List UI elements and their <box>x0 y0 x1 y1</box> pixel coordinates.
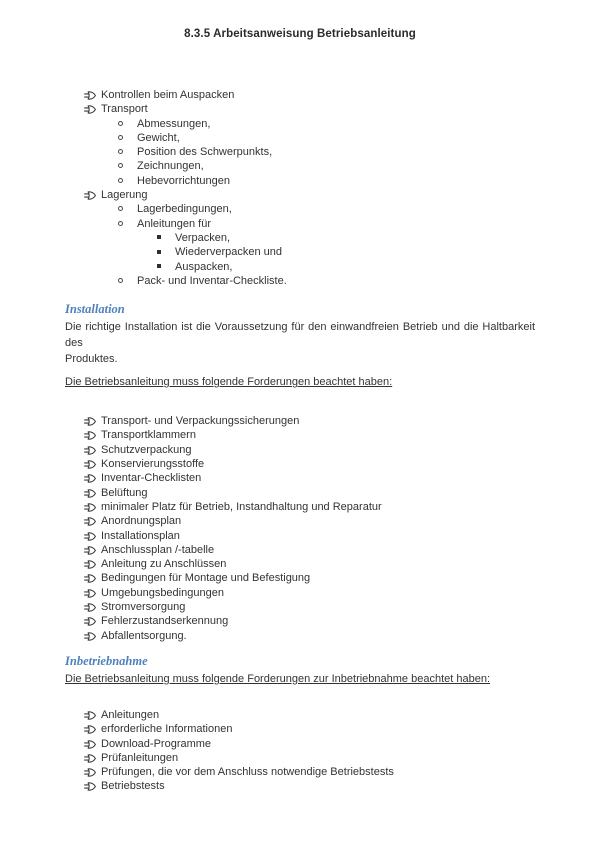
paragraph-line: Produktes. <box>65 353 118 366</box>
arrow-bullet-icon <box>84 91 101 100</box>
list-item-label: Pack- und Inventar-Checkliste. <box>137 274 287 287</box>
inbetriebnahme-requirement-line: Die Betriebsanleitung muss folgende Forderungen zur Inbetriebnahme beachtet haben: <box>65 672 490 685</box>
list-item-label: Bedingungen für Montage und Befestigung <box>101 572 311 585</box>
list-item <box>84 614 535 628</box>
arrow-bullet-icon <box>84 532 101 541</box>
list-item <box>118 159 535 173</box>
list-item-label: Abmessungen, <box>137 117 211 130</box>
installation-paragraph <box>65 319 535 367</box>
circle-bullet-icon <box>118 206 137 211</box>
arrow-bullet-icon <box>84 503 101 512</box>
arrow-bullet-icon <box>84 740 101 749</box>
list-item-label: Hebevorrichtungen <box>137 174 230 187</box>
list-item-label: Inventar-Checklisten <box>101 472 202 485</box>
list-item-label: Abfallentsorgung. <box>101 629 187 642</box>
list-item-label: Zeichnungen, <box>137 160 204 173</box>
list-item-label: Verpacken, <box>175 231 231 244</box>
arrow-bullet-icon <box>84 725 101 734</box>
list-item <box>118 117 535 131</box>
arrow-bullet-icon <box>84 105 101 114</box>
arrow-bullet-icon <box>84 546 101 555</box>
list-item <box>118 217 535 231</box>
list-item-label: Installationsplan <box>101 529 180 542</box>
paragraph-line: Die richtige Installation ist die Voraussetzung für den einwandfreien Betrieb und die Haltbarkeit des <box>65 321 535 350</box>
list-item <box>84 443 535 457</box>
list-item-label: Betriebstests <box>101 780 165 793</box>
inbetriebnahme-list <box>65 708 535 794</box>
list-item <box>84 722 535 736</box>
arrow-bullet-icon <box>84 474 101 483</box>
list-item-label: Umgebungsbedingungen <box>101 586 224 599</box>
list-item-label: Gewicht, <box>137 131 180 144</box>
list-item <box>118 274 535 288</box>
arrow-bullet-icon <box>84 460 101 469</box>
square-bullet-icon <box>157 250 175 254</box>
installation-list <box>65 414 535 643</box>
circle-bullet-icon <box>118 278 137 283</box>
section-unpacking-outline <box>65 88 535 288</box>
arrow-bullet-icon <box>84 489 101 498</box>
arrow-bullet-icon <box>84 782 101 791</box>
list-item-label: Anschlussplan /-tabelle <box>101 543 215 556</box>
list-item-label: Lagerbedingungen, <box>137 203 232 216</box>
list-item <box>84 471 535 485</box>
list-item <box>84 500 535 514</box>
list-item <box>84 102 535 116</box>
list-item-label: Anleitungen für <box>137 217 211 230</box>
arrow-bullet-icon <box>84 632 101 641</box>
circle-bullet-icon <box>118 163 137 168</box>
list-item-label: Fehlerzustandserkennung <box>101 615 229 628</box>
list-item-label: Transportklammern <box>101 429 196 442</box>
arrow-bullet-icon <box>84 754 101 763</box>
circle-bullet-icon <box>118 178 137 183</box>
list-item <box>157 245 535 259</box>
list-item-label: erforderliche Informationen <box>101 723 233 736</box>
list-item <box>84 514 535 528</box>
list-item <box>84 529 535 543</box>
list-item <box>84 428 535 442</box>
list-item-label: Konservierungsstoffe <box>101 458 205 471</box>
list-item <box>157 260 535 274</box>
circle-bullet-icon <box>118 135 137 140</box>
arrow-bullet-icon <box>84 617 101 626</box>
arrow-bullet-icon <box>84 711 101 720</box>
inbetriebnahme-heading: Inbetriebnahme <box>65 653 148 668</box>
list-item <box>84 600 535 614</box>
list-item-label: Wiederverpacken und <box>175 246 283 259</box>
list-item-label: Anleitung zu Anschlüssen <box>101 558 227 571</box>
list-item <box>157 231 535 245</box>
list-item-label: Kontrollen beim Auspacken <box>101 89 235 101</box>
square-bullet-icon <box>157 235 175 239</box>
list-item <box>84 457 535 471</box>
list-item <box>84 88 535 102</box>
arrow-bullet-icon <box>84 431 101 440</box>
installation-requirement-line: Die Betriebsanleitung muss folgende Forderungen beachtet haben: <box>65 376 393 389</box>
arrow-bullet-icon <box>84 446 101 455</box>
list-item <box>118 174 535 188</box>
list-item <box>84 414 535 428</box>
list-item <box>84 188 535 202</box>
list-item-label: Anleitungen <box>101 708 160 721</box>
list-item-label: Anordnungsplan <box>101 515 182 528</box>
list-item-label: Position des Schwerpunkts, <box>137 146 273 159</box>
list-item-label: minimaler Platz für Betrieb, Instandhaltung und Reparatur <box>101 500 382 513</box>
list-item <box>118 145 535 159</box>
list-item-label: Prüfungen, die vor dem Anschluss notwendige Betriebstests <box>101 766 394 779</box>
list-item <box>84 751 535 765</box>
list-item-label: Download-Programme <box>101 737 212 750</box>
list-item-label: Belüftung <box>101 486 148 499</box>
installation-heading: Installation <box>65 302 125 317</box>
section-inbetriebnahme <box>65 654 535 794</box>
list-item-label: Schutzverpackung <box>101 443 192 456</box>
arrow-bullet-icon <box>84 517 101 526</box>
list-item <box>84 737 535 751</box>
arrow-bullet-icon <box>84 603 101 612</box>
list-item <box>84 557 535 571</box>
list-item <box>84 486 535 500</box>
arrow-bullet-icon <box>84 417 101 426</box>
circle-bullet-icon <box>118 121 137 126</box>
list-item <box>84 586 535 600</box>
list-item-label: Auspacken, <box>175 260 233 273</box>
arrow-bullet-icon <box>84 768 101 777</box>
square-bullet-icon <box>157 264 175 268</box>
list-item-label: Lagerung <box>101 189 148 202</box>
arrow-bullet-icon <box>84 574 101 583</box>
arrow-bullet-icon <box>84 589 101 598</box>
list-item <box>118 131 535 145</box>
list-item <box>84 765 535 779</box>
list-item-label: Transport- und Verpackungssicherungen <box>101 415 300 428</box>
arrow-bullet-icon <box>84 560 101 569</box>
list-item-label: Prüfanleitungen <box>101 751 179 764</box>
page-title: 8.3.5 Arbeitsanweisung Betriebsanleitung <box>184 28 416 40</box>
list-item-label: Stromversorgung <box>101 601 186 614</box>
circle-bullet-icon <box>118 149 137 154</box>
list-item <box>118 202 535 216</box>
list-item <box>84 708 535 722</box>
circle-bullet-icon <box>118 221 137 226</box>
arrow-bullet-icon <box>84 191 101 200</box>
list-item <box>84 779 535 793</box>
list-item <box>84 543 535 557</box>
section-installation <box>65 302 535 643</box>
list-item <box>84 571 535 585</box>
list-item-label: Transport <box>101 103 148 116</box>
list-item <box>84 629 535 643</box>
